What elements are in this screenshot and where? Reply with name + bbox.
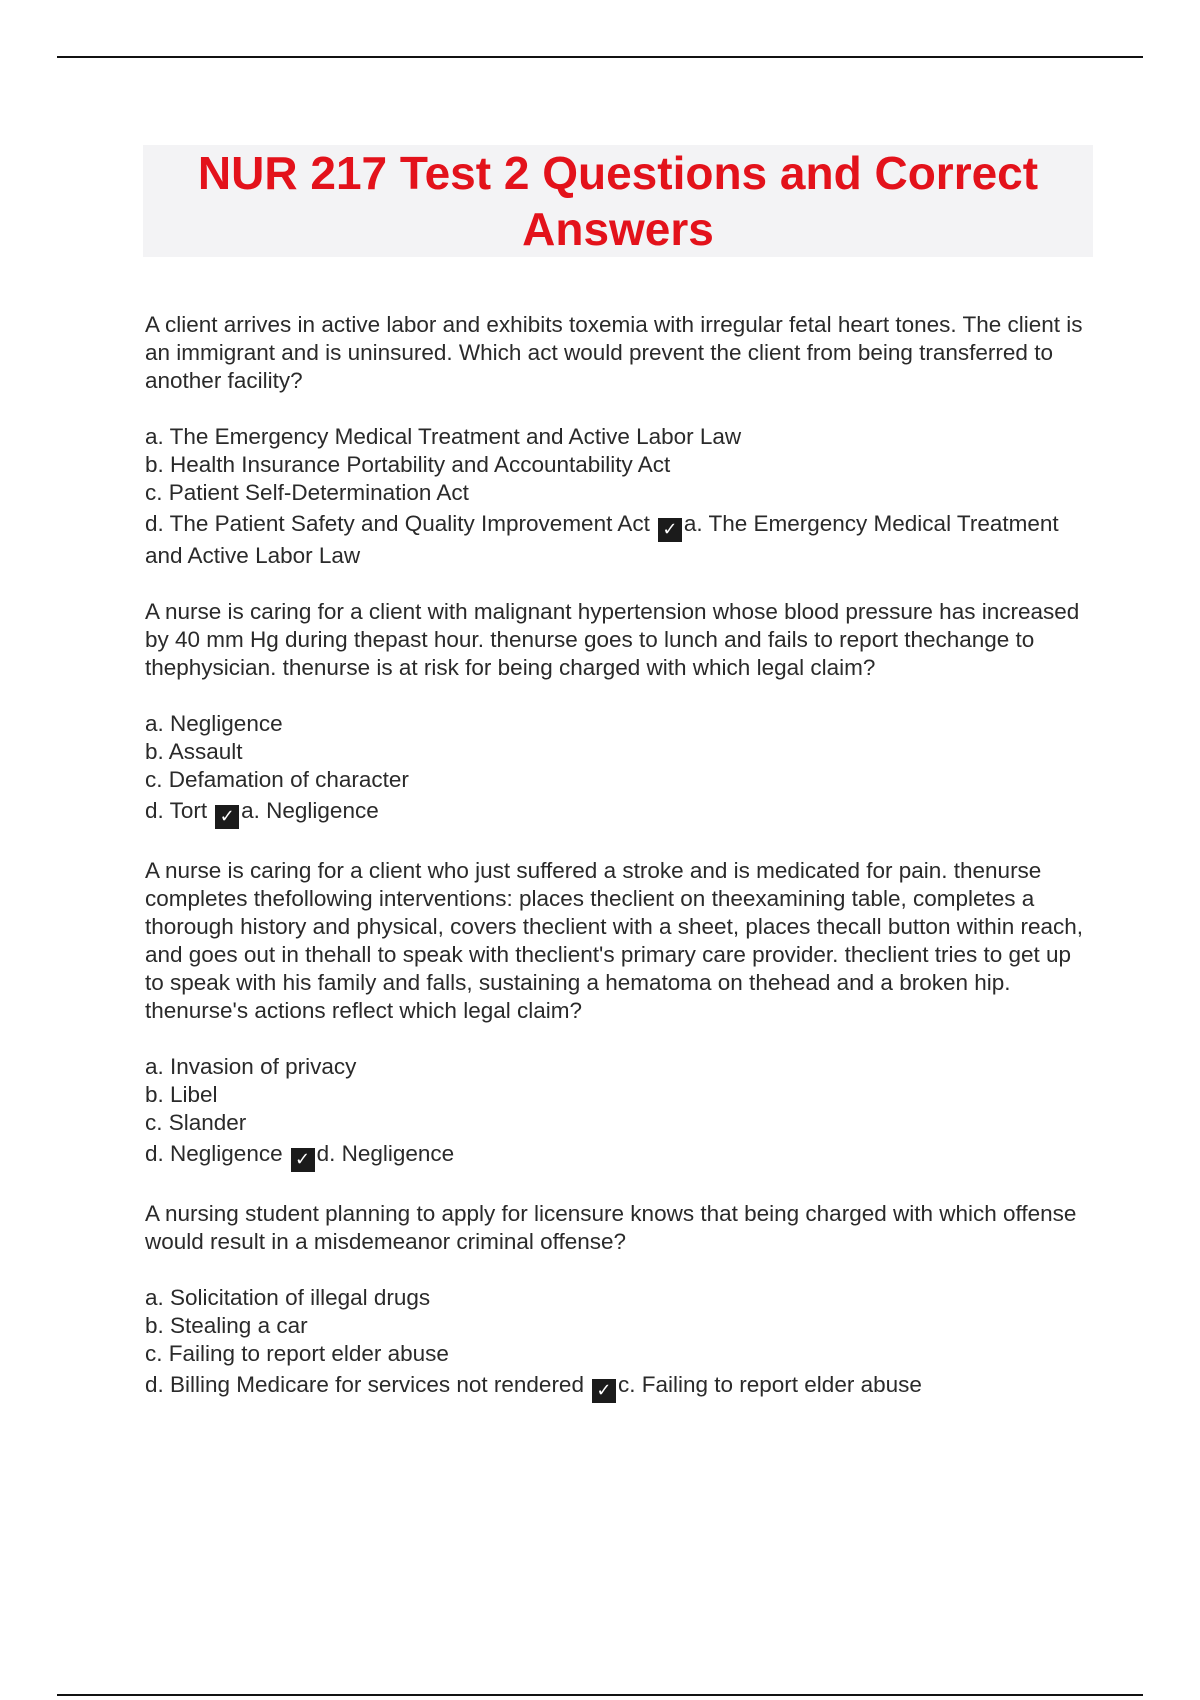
question-1 xyxy=(145,311,1085,570)
checkmark-icon: ✓ xyxy=(215,805,239,829)
option-d: d. Negligence xyxy=(145,1141,283,1166)
correct-answer: a. Negligence xyxy=(241,798,379,823)
option-a: a. The Emergency Medical Treatment and Active Labor Law xyxy=(145,424,742,449)
bottom-rule xyxy=(57,1694,1143,1696)
option-d: d. The Patient Safety and Quality Improvement Act xyxy=(145,511,650,536)
correct-answer: a. The Emergency Medical Treatment and Active Labor Law xyxy=(145,511,1059,568)
option-a: a. Solicitation of illegal drugs xyxy=(145,1285,431,1310)
question-text: A nurse is caring for a client with malignant hypertension whose blood pressure has increased by 40 mm Hg during thepast hour. thenurse goes to lunch and fails to report thechange to thephysician. thenurse is at risk for being charged with which legal claim? xyxy=(145,599,1080,680)
correct-answer: d. Negligence xyxy=(316,1141,455,1166)
option-b: b. Health Insurance Portability and Accountability Act xyxy=(145,452,671,477)
question-text: A client arrives in active labor and exhibits toxemia with irregular fetal heart tones. The client is an immigrant and is uninsured. Which act would prevent the client from being transferred to another facility? xyxy=(145,312,1083,393)
page-title: NUR 217 Test 2 Questions and Correct Answers xyxy=(197,147,1039,255)
option-c: c. Patient Self-Determination Act xyxy=(145,480,469,505)
option-b: b. Libel xyxy=(145,1082,218,1107)
option-d: d. Billing Medicare for services not rendered xyxy=(145,1372,584,1397)
question-text: A nurse is caring for a client who just suffered a stroke and is medicated for pain. thenurse completes thefollowing interventions: places theclient on theexamining table, completes a thorough history and physical, covers theclient with a sheet, places thecall button within reach, and goes out in thehall to speak with theclient's primary care provider. theclient tries to get up to speak with his family and falls, sustaining a hematoma on thehead and a broken hip. thenurse's actions reflect which legal claim? xyxy=(145,858,1084,1023)
title-banner xyxy=(143,145,1093,257)
question-3 xyxy=(145,857,1085,1172)
question-4 xyxy=(145,1200,1085,1403)
option-c: c. Failing to report elder abuse xyxy=(145,1341,449,1366)
option-c: c. Slander xyxy=(145,1110,247,1135)
option-b: b. Stealing a car xyxy=(145,1313,308,1338)
option-a: a. Invasion of privacy xyxy=(145,1054,357,1079)
option-d-with-answer xyxy=(145,510,1085,570)
question-text: A nursing student planning to apply for licensure knows that being charged with which offense would result in a misdemeanor criminal offense? xyxy=(145,1201,1077,1254)
checkmark-icon: ✓ xyxy=(291,1148,315,1172)
option-d-with-answer xyxy=(145,1371,1085,1403)
option-b: b. Assault xyxy=(145,739,243,764)
correct-answer: c. Failing to report elder abuse xyxy=(617,1372,922,1397)
top-rule xyxy=(57,56,1143,58)
option-d: d. Tort xyxy=(145,798,208,823)
option-d-with-answer xyxy=(145,797,1085,829)
question-2 xyxy=(145,598,1085,829)
option-c: c. Defamation of character xyxy=(145,767,409,792)
checkmark-icon: ✓ xyxy=(592,1379,616,1403)
option-a: a. Negligence xyxy=(145,711,283,736)
questions-list xyxy=(145,311,1085,1431)
option-d-with-answer xyxy=(145,1140,1085,1172)
checkmark-icon: ✓ xyxy=(658,518,682,542)
